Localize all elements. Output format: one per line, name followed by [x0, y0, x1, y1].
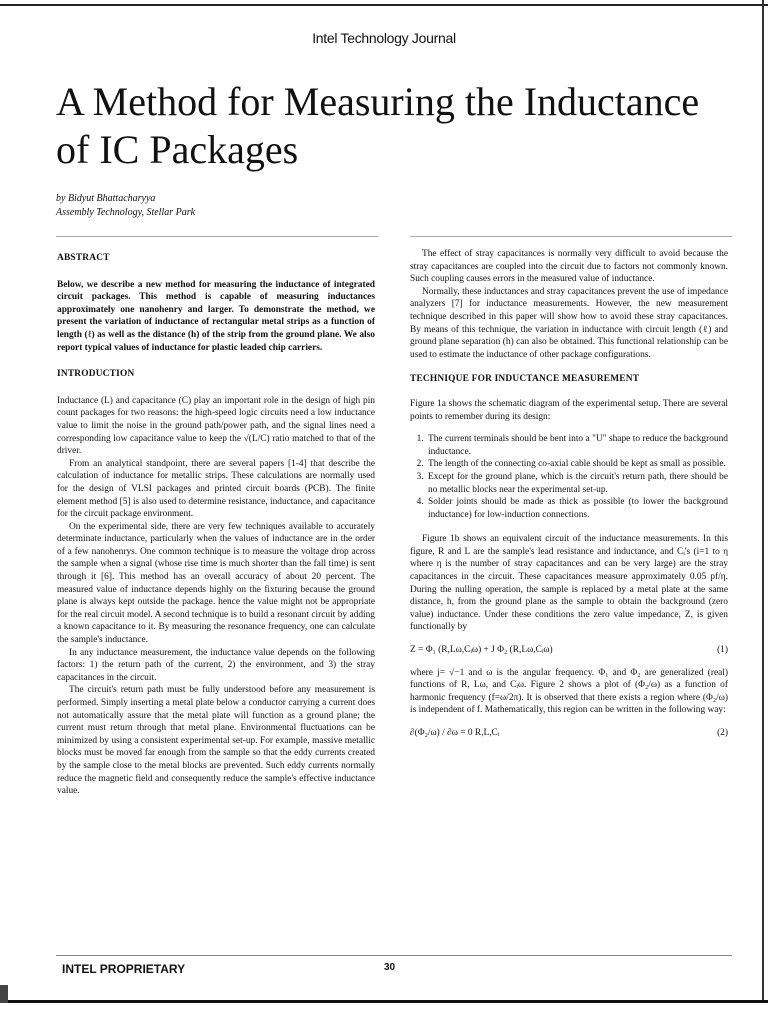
- right-column-rule: [410, 236, 732, 237]
- page-number: 30: [384, 962, 396, 973]
- article-title: A Method for Measuring the Inductance of IC Packages: [56, 79, 700, 172]
- equation-2-text: ∂(Φ₂/ω) / ∂ω = 0 R,L,Cᵢ: [410, 728, 500, 738]
- equation-2-number: (2): [717, 728, 728, 738]
- list-item: 1. The current terminals should be bent into a "U" shape to reduce the background inductance.: [426, 433, 728, 458]
- figure-1b-paragraph: Figure 1b shows an equivalent circuit of the inductance measurements. In this figure, R and L are the sample's lead resistance and inductance, and Cᵢ's (i=1 to η where η is the number of stray capacitances and can be very large) are the stray capacitances in the circuit. These capacitances measure approximately 0.05 pf/η. During the nulling operation, the sample is replaced by a metal plate at the same distance, h, from the ground plane as the sample to obtain the background (zero value) inductance. Under these conditions the zero value impedance, Z, is given functionally by: [410, 534, 728, 633]
- footer-proprietary: INTEL PROPRIETARY: [62, 962, 186, 976]
- intro-paragraph-3: On the experimental side, there are very few techniques available to accurately determinate inductance, particularly when the values of inductance are in the order of a few nanohenrys. One common technique is to measure the voltage drop across the sample when a signal (whose rise time is much shorter than the fall time) is sent through it [6]. This method has an overall accuracy of about 20 percent. The measured value of inductance depends highly on the fixturing because the ground plane is always kept outside the package. hence the value might not be appropriate for the real circuit model. A second technique is to build a resonant circuit by adding a known capacitance to it. By measuring the resonance frequency, one can calculate the sample's inductance.: [57, 521, 375, 646]
- list-item: 2. The length of the connecting co-axial cable should be kept as small as possible.: [426, 458, 728, 471]
- right-paragraph-1: The effect of stray capacitances is normally very difficult to avoid because the stray capacitances are coupled into the circuit due to factors not commonly known. Such coupling causes errors in the measured value of inductance.: [410, 249, 728, 285]
- abstract-heading: ABSTRACT: [57, 253, 110, 263]
- right-paragraph-2: Normally, these inductances and stray capacitances prevent the use of impedance analyzers [7] for inductance measurements. However, the new measurement technique described in this paper will show how to avoid these stray capacitances. By means of this technique, the variation in inductance with circuit length (ℓ) and ground plane separation (h) can also be obtained. This functional relationship can be used to estimate the inductance of other package configurations.: [410, 286, 728, 360]
- design-steps-list: [410, 433, 728, 521]
- post-equation-paragraph: where j= √−1 and ω is the angular frequency. Φ₁ and Φ₂ are generalized (real) functions of R, Lω, and Cᵢω. Figure 2 shows a plot of (Φ₂/ω) as a function of harmonic frequency (f=ω/2π). It is observed that there exists a region where (Φ₂/ω) is independent of f. Mathematically, this region can be written in the following way:: [410, 667, 728, 716]
- left-column-rule: [56, 236, 378, 237]
- technique-heading: TECHNIQUE FOR INDUCTANCE MEASUREMENT: [410, 374, 640, 385]
- intro-paragraph-4: In any inductance measurement, the inductance value depends on the following factors: 1) the return path of the current, 2) the environment, and 3) the stray capacitances in the circuit.: [57, 647, 375, 683]
- intro-paragraph-2: From an analytical standpoint, there are several papers [1-4] that describe the calculation of inductance for metallic strips. These calculations are normally used for the design of VLSI packages and printed circuit boards (PCB). The finite element method [5] is also used to determine resistance, inductance, and capacitance for the circuit package environment.: [57, 458, 375, 520]
- journal-name: Intel Technology Journal: [312, 30, 456, 46]
- left-column: [57, 252, 375, 798]
- list-item: 4. Solder joints should be made as thick as possible (to lower the background inductance) for low-induction connections.: [426, 496, 728, 521]
- right-column: [410, 248, 728, 740]
- equation-1-number: (1): [717, 645, 728, 656]
- intro-paragraph-5: The circuit's return path must be fully understood before any measurement is performed. Simply inserting a metal plate below a conductor carrying a current does not automatically assure that the metal plate will function as a ground plane; the current must return through that metal plane. Environmental fluctuations can be minimized by using a consistent experimental set-up. For example, massive metallic blocks must be moved far enough from the sample so that the eddy currents created by the sample close to the metal blocks are prevented. Such eddy currents normally reduce the magnetic field and consequently reduce the sample's effective inductance value.: [57, 685, 375, 797]
- technique-intro: Figure 1a shows the schematic diagram of the experimental setup. There are several points to remember during its design:: [410, 398, 728, 422]
- equation-1: [410, 644, 728, 657]
- affiliation: Assembly Technology, Stellar Park: [56, 207, 196, 218]
- intro-paragraph-1: Inductance (L) and capacitance (C) play an important role in the design of high pin count packages for two reasons: the high-speed logic circuits need a low inductance value to limit the noise in the ground path/power path, and the signal lines need a corresponding low capacitance value to keep the √(L/C) ratio matched to that of the driver.: [57, 395, 375, 457]
- binding-mark: [0, 985, 8, 1003]
- top-edge-line: [0, 4, 768, 6]
- author: by Bidyut Bhattacharyya: [56, 193, 156, 204]
- introduction-heading: INTRODUCTION: [57, 369, 135, 380]
- list-item: 3. Except for the ground plane, which is the circuit's return path, there should be no metallic blocks near the experimental set-up.: [426, 471, 728, 496]
- equation-2: [410, 727, 728, 740]
- right-edge-line: [762, 0, 764, 1000]
- abstract-text: Below, we describe a new method for measuring the inductance of integrated circuit packages. This method is capable of measuring inductances approximately one nanohenry and larger. To demonstrate the method, we present the variation of inductance of rectangular metal strips as a function of length (ℓ) as well as the distance (h) of the strip from the ground plane. We also report typical values of inductance for plastic leaded chip carriers.: [57, 279, 375, 353]
- byline: [56, 192, 195, 220]
- equation-1-text: Z = Φ₁ (R,Lω,Cᵢω) + J Φ₂ (R,Lω,Cᵢω): [410, 645, 553, 656]
- footer-rule: [56, 955, 732, 956]
- bottom-edge-line: [0, 1000, 768, 1003]
